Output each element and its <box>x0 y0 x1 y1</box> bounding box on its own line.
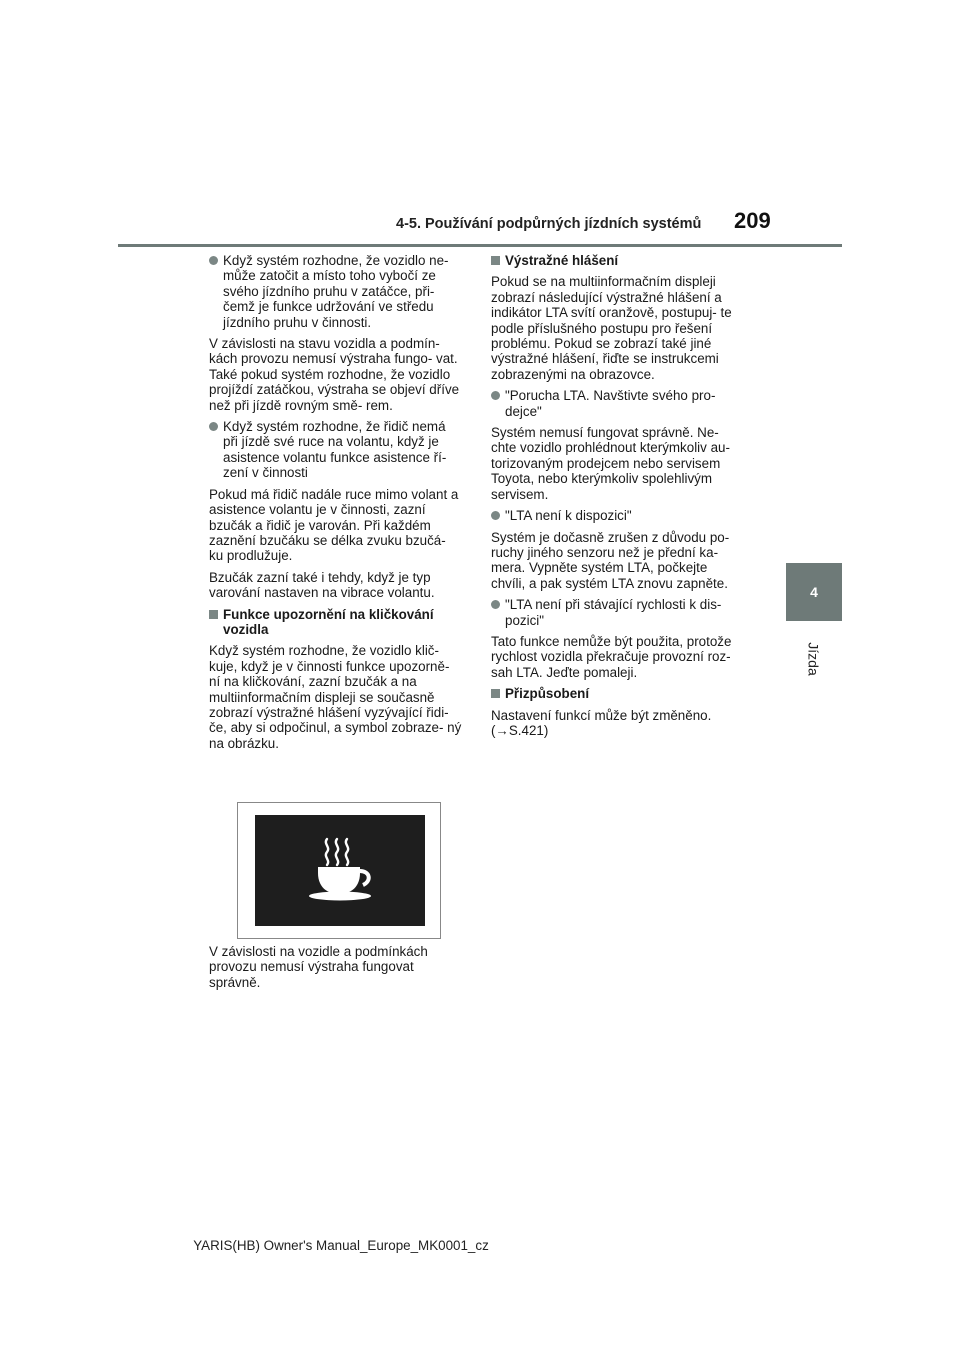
paragraph: Nastavení funkcí může být změněno. (→S.421) <box>491 707 712 738</box>
bullet-item: Když systém rozhodne, že řidič nemá při jízdě své ruce na volantu, když je asistence volantu funkce asistence ří- zení v činnosti <box>209 419 462 481</box>
bullet-item: "Porucha LTA. Navštivte svého pro- dejce" <box>491 388 744 419</box>
section-heading: Přizpůsobení <box>491 686 744 701</box>
right-column <box>491 253 744 744</box>
section-heading: Funkce upozornění na kličkování vozidla <box>209 607 462 638</box>
left-column <box>209 253 462 757</box>
paragraph: Systém nemusí fungovat správně. Ne- chte vozidlo prohlédnout kterýmkoliv au- torizovaným prodejcem nebo servisem Toyota, nebo kterýmkoliv spolehlivým servisem. <box>491 425 730 502</box>
paragraph: Systém je dočasně zrušen z důvodu po- ruchy jiného senzoru než je přední ka- mera. Vypněte systém LTA, počkejte chvíli, a pak systém LTA znovu zapněte. <box>491 529 730 591</box>
figure-caption: V závislosti na vozidle a podmínkách provozu nemusí výstraha fungovat správně. <box>209 944 428 990</box>
coffee-cup-icon <box>255 815 425 926</box>
footer-text: YARIS(HB) Owner's Manual_Europe_MK0001_cz <box>193 1238 489 1253</box>
bullet-item: "LTA není k dispozici" <box>491 508 744 523</box>
paragraph: Tato funkce nemůže být použita, protože rychlost vozidla překračuje provozní roz- sah LTA. Jeďte pomaleji. <box>491 633 732 680</box>
header-divider <box>118 244 842 247</box>
section-heading: Výstražné hlášení <box>491 253 744 268</box>
page-number: 209 <box>734 208 771 233</box>
display-screen <box>255 815 425 926</box>
paragraph: Bzučák zazní také i tehdy, když je typ varování nastaven na vibrace volantu. <box>209 569 435 601</box>
paragraph: Pokud se na multiinformačním displeji zobrazí následující výstražné hlášení a indikátor LTA svítí oranžově, postupuj- te podle příslušného postupu pro řešení problému. Pokud se zobrazí také jiné výstražné hlášení, řiďte se instrukcemi zobrazenými na obrazovce. <box>491 274 732 382</box>
figure-frame <box>237 802 441 939</box>
bullet-item: "LTA není při stávající rychlosti k dis- pozici" <box>491 597 744 628</box>
paragraph: Pokud má řidič nadále ruce mimo volant a asistence volantu je v činnosti, zazní bzučák a řidič je varován. Při každém zaznění bzučáku se délka zvuku bzučá- ku prodlužuje. <box>209 486 459 564</box>
section-title: 4-5. Používání podpůrných jízdních systémů <box>396 216 702 232</box>
paragraph: V závislosti na stavu vozidla a podmín- kách provozu nemusí výstraha fungo- vat. Také pokud systém rozhodne, že vozidlo projíždí zatáčkou, výstraha se objeví dříve než při jízdě rovným smě- rem. <box>209 336 460 413</box>
chapter-title-text: Jízda <box>806 642 822 676</box>
paragraph: Když systém rozhodne, že vozidlo klič- kuje, když je v činnosti funkce upozorně- ní na kličkování, zazní bzučák a na multiinformačním displeji se současně zobrazí výstražné hlášení vyzývající řidi- če, aby si odpočinul, a symbol zobraze- ný na obrázku. <box>209 643 462 751</box>
bullet-item: Když systém rozhodne, že vozidlo ne- může zatočit a místo toho vybočí ze svého jízdního pruhu v zatáčce, při- čemž je funkce udržování ve středu jízdního pruhu v činnosti. <box>209 253 462 330</box>
chapter-title <box>786 634 842 684</box>
chapter-tab: 4 <box>786 563 842 621</box>
